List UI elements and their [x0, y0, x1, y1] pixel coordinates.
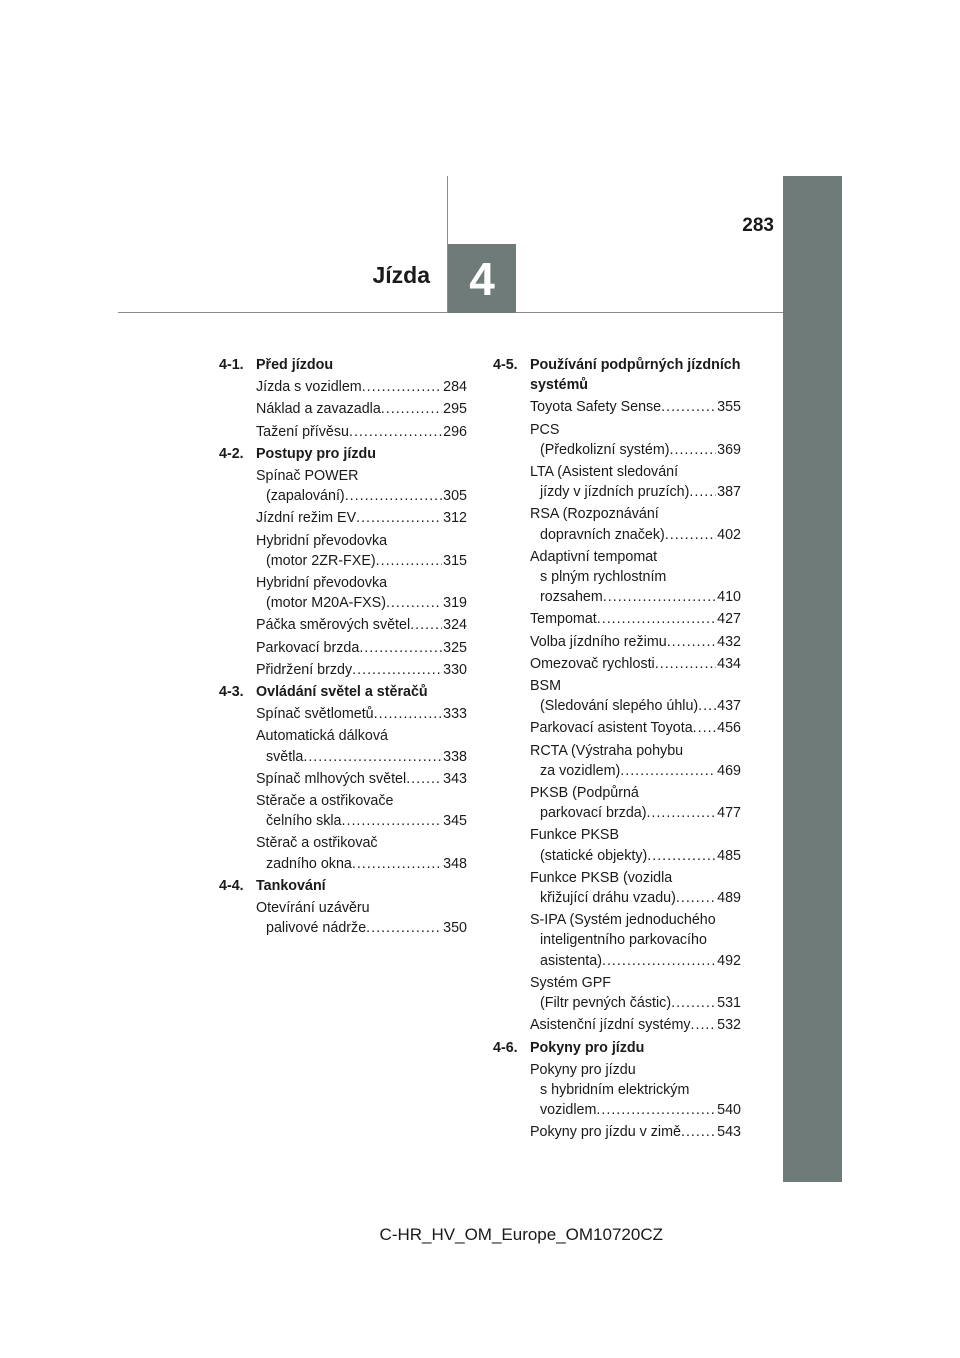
section-title: Pokyny pro jízdu	[530, 1039, 645, 1056]
toc-entry-last-line	[530, 525, 716, 545]
toc-entry-page: 338	[443, 748, 467, 765]
toc-entry-line: S-IPA (Systém jednoduchého	[530, 912, 716, 929]
toc-entry-last-line	[530, 951, 716, 971]
toc-section	[219, 876, 467, 939]
toc-entry-page: 489	[717, 890, 741, 907]
toc-entry-line: Spínač POWER	[256, 468, 359, 485]
dot-leader	[693, 718, 716, 738]
toc-entry-page: 492	[717, 952, 741, 969]
toc-entry-line: asistenta)	[540, 952, 602, 969]
dot-leader	[655, 654, 716, 674]
toc-entry-text	[256, 399, 442, 419]
toc-entry-text	[256, 704, 442, 724]
toc-entry-text	[530, 609, 716, 629]
toc-entry[interactable]	[530, 676, 741, 716]
toc-entry-text	[530, 504, 716, 544]
toc-entry[interactable]	[530, 397, 741, 417]
toc-entry[interactable]	[530, 783, 741, 823]
dot-leader	[381, 399, 442, 419]
toc-entry-line: Parkovací asistent Toyota	[530, 720, 693, 737]
dot-leader	[665, 525, 716, 545]
toc-entry-last-line	[530, 993, 716, 1013]
toc-entry-line: Jízda s vozidlem	[256, 379, 362, 396]
toc-entry-line: Jízdní režim EV	[256, 510, 357, 527]
dot-leader	[366, 918, 442, 938]
toc-entry[interactable]	[256, 399, 467, 419]
toc-entry-text	[530, 632, 716, 652]
toc-entry[interactable]	[256, 377, 467, 397]
toc-entry-text	[256, 508, 442, 528]
toc-entry-line: PCS	[530, 421, 560, 438]
toc-entry-last-line	[256, 377, 442, 397]
toc-entry[interactable]	[530, 632, 741, 652]
toc-entry-line: čelního skla	[266, 813, 342, 830]
toc-entry-line: Otevírání uzávěru	[256, 900, 370, 917]
toc-entry-last-line	[530, 696, 716, 716]
dot-leader	[342, 811, 443, 831]
toc-entry[interactable]	[256, 726, 467, 766]
toc-entry-text	[530, 825, 716, 865]
dot-leader	[406, 769, 442, 789]
toc-entry[interactable]	[256, 615, 467, 635]
toc-entry-text	[530, 420, 716, 460]
toc-entry-text	[530, 397, 716, 417]
toc-entry-page: 434	[717, 655, 741, 672]
toc-entry-last-line	[256, 551, 442, 571]
dot-leader	[603, 587, 716, 607]
toc-entry-page: 402	[717, 526, 741, 543]
dot-leader	[661, 397, 716, 417]
toc-entry-line: křižující dráhu vzadu)	[540, 890, 676, 907]
toc-entry[interactable]	[530, 547, 741, 608]
dot-leader	[647, 846, 716, 866]
dot-leader	[698, 696, 716, 716]
toc-entry-line: Spínač světlometů	[256, 706, 374, 723]
dot-leader	[671, 993, 716, 1013]
toc-entry-line: Přidržení brzdy	[256, 661, 353, 678]
toc-entry[interactable]	[256, 898, 467, 938]
toc-entry-text	[256, 466, 442, 506]
toc-entry[interactable]	[256, 833, 467, 873]
toc-entry[interactable]	[256, 638, 467, 658]
toc-section	[219, 355, 467, 442]
toc-entry-line: Páčka směrových světel	[256, 617, 411, 634]
dot-leader	[362, 377, 442, 397]
toc-entry-line: PKSB (Podpůrná	[530, 785, 639, 802]
toc-entry-line: Asistenční jízdní systémy	[530, 1017, 691, 1034]
toc-entry-text	[256, 791, 442, 831]
toc-entry-line: palivové nádrže	[266, 920, 367, 937]
toc-entry-line: (motor M20A-FXS)	[266, 595, 386, 612]
section-number: 4-1.	[219, 357, 244, 373]
toc-entry-last-line	[256, 660, 442, 680]
toc-entry-line: parkovací brzda)	[540, 805, 647, 822]
toc-entry-line: inteligentního parkovacího	[540, 932, 707, 949]
toc-entry-last-line	[530, 846, 716, 866]
section-number: 4-6.	[493, 1039, 518, 1056]
toc-entry-line: jízdy v jízdních pruzích)	[540, 484, 690, 501]
toc-entry-text	[256, 422, 442, 442]
toc-column-left	[219, 355, 467, 940]
toc-entry[interactable]	[256, 660, 467, 680]
toc-entry-line: Pokyny pro jízdu	[530, 1061, 636, 1078]
dot-leader	[386, 593, 442, 613]
dot-leader	[410, 615, 442, 635]
toc-entry-line: Toyota Safety Sense	[530, 399, 662, 416]
toc-entry-line: (statické objekty)	[540, 847, 648, 864]
toc-entry-page: 315	[443, 552, 467, 569]
document-footer-code: C-HR_HV_OM_Europe_OM10720CZ	[379, 1225, 663, 1244]
toc-entry-last-line	[530, 587, 716, 607]
toc-entry-page: 312	[443, 510, 467, 527]
toc-entry[interactable]	[530, 868, 741, 908]
toc-entry-text	[256, 573, 442, 613]
toc-entry-page: 531	[717, 995, 741, 1012]
toc-entry-last-line	[530, 1122, 716, 1142]
dot-leader	[359, 638, 442, 658]
toc-entry-page: 477	[717, 805, 741, 822]
toc-entry-line: s plným rychlostním	[540, 569, 667, 586]
toc-entry-page: 355	[717, 399, 741, 416]
section-title: Ovládání světel a stěračů	[256, 684, 428, 701]
toc-entry-text	[530, 676, 716, 716]
toc-entry[interactable]	[530, 741, 741, 781]
toc-entry-last-line	[530, 654, 716, 674]
dot-leader	[349, 422, 442, 442]
toc-entry-page: 333	[443, 706, 467, 723]
section-number: 4-5.	[493, 357, 518, 373]
toc-entry-page: 432	[717, 633, 741, 650]
toc-entry-last-line	[256, 704, 442, 724]
toc-entry-page: 456	[717, 720, 741, 737]
toc-entry[interactable]	[530, 910, 741, 971]
toc-entry-line: Tempomat	[530, 611, 597, 628]
toc-entry-text	[256, 615, 442, 635]
toc-entry[interactable]	[256, 791, 467, 831]
toc-entry-last-line	[530, 1015, 716, 1035]
toc-entry[interactable]	[256, 422, 467, 442]
toc-entry-page: 330	[443, 661, 467, 678]
toc-entry-last-line	[530, 440, 716, 460]
toc-entry[interactable]	[530, 504, 741, 544]
toc-entry-line: (Sledování slepého úhlu)	[540, 698, 699, 715]
toc-entry-page: 345	[443, 813, 467, 830]
toc-entry-page: 543	[717, 1124, 741, 1141]
toc-entry-line: s hybridním elektrickým	[540, 1081, 690, 1098]
toc-column-right	[493, 355, 741, 1145]
toc-entry-page: 369	[717, 441, 741, 458]
toc-entry-line: Adaptivní tempomat	[530, 548, 658, 565]
toc-entry-text	[530, 654, 716, 674]
toc-entry-page: 387	[717, 484, 741, 501]
toc-entry[interactable]	[530, 718, 741, 738]
chapter-title: Jízda	[372, 262, 430, 288]
toc-entry-text	[530, 910, 716, 971]
dot-leader	[596, 1100, 716, 1120]
toc-entry-line: Omezovač rychlosti	[530, 655, 655, 672]
toc-entry-line: Funkce PKSB	[530, 827, 619, 844]
toc-entry-last-line	[530, 803, 716, 823]
toc-entry-last-line	[256, 508, 442, 528]
section-number: 4-3.	[219, 684, 244, 701]
toc-entry-text	[530, 973, 716, 1013]
toc-entry-page: 410	[717, 589, 741, 606]
dot-leader	[303, 747, 442, 767]
toc-entry-page: 319	[443, 595, 467, 612]
dot-leader	[376, 551, 443, 571]
toc-entry-line: Volba jízdního režimu	[530, 633, 667, 650]
toc-entry-page: 532	[717, 1017, 741, 1034]
dot-leader	[602, 951, 716, 971]
toc-entry-line: Hybridní převodovka	[256, 575, 388, 592]
toc-section	[493, 355, 741, 1036]
toc-entry-line: dopravních značek)	[540, 526, 665, 543]
toc-entry-line: Funkce PKSB (vozidla	[530, 869, 673, 886]
dot-leader	[374, 704, 443, 724]
toc-entry-text	[256, 531, 442, 571]
dot-leader	[676, 888, 716, 908]
toc-entry-last-line	[256, 854, 442, 874]
toc-entry-last-line	[256, 486, 442, 506]
toc-entry[interactable]	[256, 531, 467, 571]
toc-entry-line: Systém GPF	[530, 974, 612, 991]
toc-entry-page: 348	[443, 855, 467, 872]
section-title: Před jízdou	[256, 357, 334, 373]
toc-entry-line: Stěrače a ostřikovače	[256, 793, 394, 810]
toc-entry-page: 485	[717, 847, 741, 864]
toc-entry-line: vozidlem	[540, 1102, 597, 1119]
toc-entry[interactable]	[530, 654, 741, 674]
dot-leader	[646, 803, 716, 823]
toc-entry-page: 350	[443, 920, 467, 937]
section-title: Používání podpůrných jízdních systémů	[530, 357, 741, 394]
toc-entry-line: Pokyny pro jízdu v zimě	[530, 1124, 681, 1141]
toc-entry[interactable]	[530, 1122, 741, 1142]
section-number: 4-4.	[219, 877, 244, 894]
toc-entry-text	[530, 547, 716, 608]
toc-entry-text	[256, 726, 442, 766]
toc-entry-line: Stěrač a ostřikovač	[256, 835, 378, 852]
toc-entry-text	[530, 1122, 716, 1142]
dot-leader	[670, 440, 717, 460]
toc-entry-page: 325	[443, 639, 467, 656]
toc-entry-page: 437	[717, 698, 741, 715]
toc-entry-line: Parkovací brzda	[256, 639, 360, 656]
section-number: 4-2.	[219, 445, 244, 462]
toc-entry[interactable]	[530, 825, 741, 865]
toc-entry-line: Tažení přívěsu	[256, 423, 349, 440]
toc-entry[interactable]	[256, 466, 467, 506]
toc-entry[interactable]	[256, 704, 467, 724]
toc-entry-last-line	[256, 769, 442, 789]
toc-entry-text	[530, 718, 716, 738]
toc-entry[interactable]	[530, 973, 741, 1013]
dot-leader	[620, 761, 716, 781]
toc-entry-text	[256, 638, 442, 658]
dot-leader	[345, 486, 442, 506]
toc-entry-page: 324	[443, 617, 467, 634]
toc-entry[interactable]	[256, 573, 467, 613]
toc-entry-text	[256, 377, 442, 397]
toc-entry-line: (zapalování)	[266, 488, 345, 505]
page-number: 283	[742, 215, 774, 236]
toc-entry-line: za vozidlem)	[540, 762, 621, 779]
toc-entry-last-line	[530, 888, 716, 908]
toc-entry-last-line	[256, 399, 442, 419]
dot-leader	[597, 609, 716, 629]
toc-entry[interactable]	[530, 1015, 741, 1035]
dot-leader	[352, 854, 442, 874]
toc-entry-line: Spínač mlhových světel	[256, 770, 407, 787]
toc-entry-line: zadního okna	[266, 855, 352, 872]
toc-section	[493, 1038, 741, 1143]
toc-entry-text	[530, 783, 716, 823]
toc-entry-page: 469	[717, 762, 741, 779]
toc-entry-text	[256, 898, 442, 938]
toc-entry-page: 305	[443, 488, 467, 505]
toc-entry-text	[530, 462, 716, 502]
toc-entry-last-line	[530, 482, 716, 502]
chapter-sidebar-tab	[783, 176, 842, 1182]
toc-entry[interactable]	[256, 769, 467, 789]
dot-leader	[689, 482, 716, 502]
toc-entry-text	[530, 868, 716, 908]
toc-entry-last-line	[530, 761, 716, 781]
toc-entry-text	[256, 660, 442, 680]
toc-entry-page: 343	[443, 770, 467, 787]
toc-entry-line: rozsahem	[540, 589, 603, 606]
toc-entry-last-line	[256, 811, 442, 831]
toc-entry-last-line	[256, 918, 442, 938]
toc-entry-text	[530, 1015, 716, 1035]
toc-entry-last-line	[530, 609, 716, 629]
toc-entry-text	[256, 833, 442, 873]
toc-entry-page: 540	[717, 1102, 741, 1119]
dot-leader	[352, 660, 442, 680]
toc-entry[interactable]	[530, 462, 741, 502]
toc-entry-page: 284	[443, 379, 467, 396]
dot-leader	[667, 632, 716, 652]
toc-entry-last-line	[256, 747, 442, 767]
toc-entry-line: (Předkolizní systém)	[540, 441, 670, 458]
toc-entry-last-line	[530, 1100, 716, 1120]
toc-entry-last-line	[530, 632, 716, 652]
toc-entry-last-line	[530, 397, 716, 417]
toc-entry-line: (Filtr pevných částic)	[540, 995, 672, 1012]
toc-entry-last-line	[256, 638, 442, 658]
toc-entry-page: 427	[717, 611, 741, 628]
toc-entry-last-line	[256, 593, 442, 613]
section-title: Tankování	[256, 877, 326, 894]
toc-entry-line: Náklad a zavazadla	[256, 401, 381, 418]
toc-entry-last-line	[256, 422, 442, 442]
toc-entry-line: RSA (Rozpoznávání	[530, 506, 659, 523]
toc-entry[interactable]	[530, 420, 741, 460]
section-title: Postupy pro jízdu	[256, 445, 376, 462]
toc-entry-line: BSM	[530, 678, 561, 695]
toc-entry-text	[530, 741, 716, 781]
toc-entry-text	[530, 1060, 716, 1121]
toc-entry-text	[256, 769, 442, 789]
toc-entry-line: (motor 2ZR-FXE)	[266, 552, 376, 569]
toc-entry[interactable]	[256, 508, 467, 528]
toc-entry-line: LTA (Asistent sledování	[530, 464, 679, 481]
dot-leader	[356, 508, 442, 528]
toc-section	[219, 444, 467, 680]
toc-entry-line: RCTA (Výstraha pohybu	[530, 742, 684, 759]
dot-leader	[681, 1122, 716, 1142]
toc-entry-page: 296	[443, 423, 467, 440]
toc-entry-line: světla	[266, 748, 304, 765]
chapter-number-box: 4	[448, 244, 516, 313]
toc-entry-line: Hybridní převodovka	[256, 532, 388, 549]
toc-entry[interactable]	[530, 609, 741, 629]
toc-entry-page: 295	[443, 401, 467, 418]
dot-leader	[691, 1015, 717, 1035]
toc-entry-last-line	[530, 718, 716, 738]
toc-entry-line: Automatická dálková	[256, 728, 388, 745]
toc-entry[interactable]	[530, 1060, 741, 1121]
toc-entry-last-line	[256, 615, 442, 635]
toc-section	[219, 682, 467, 874]
